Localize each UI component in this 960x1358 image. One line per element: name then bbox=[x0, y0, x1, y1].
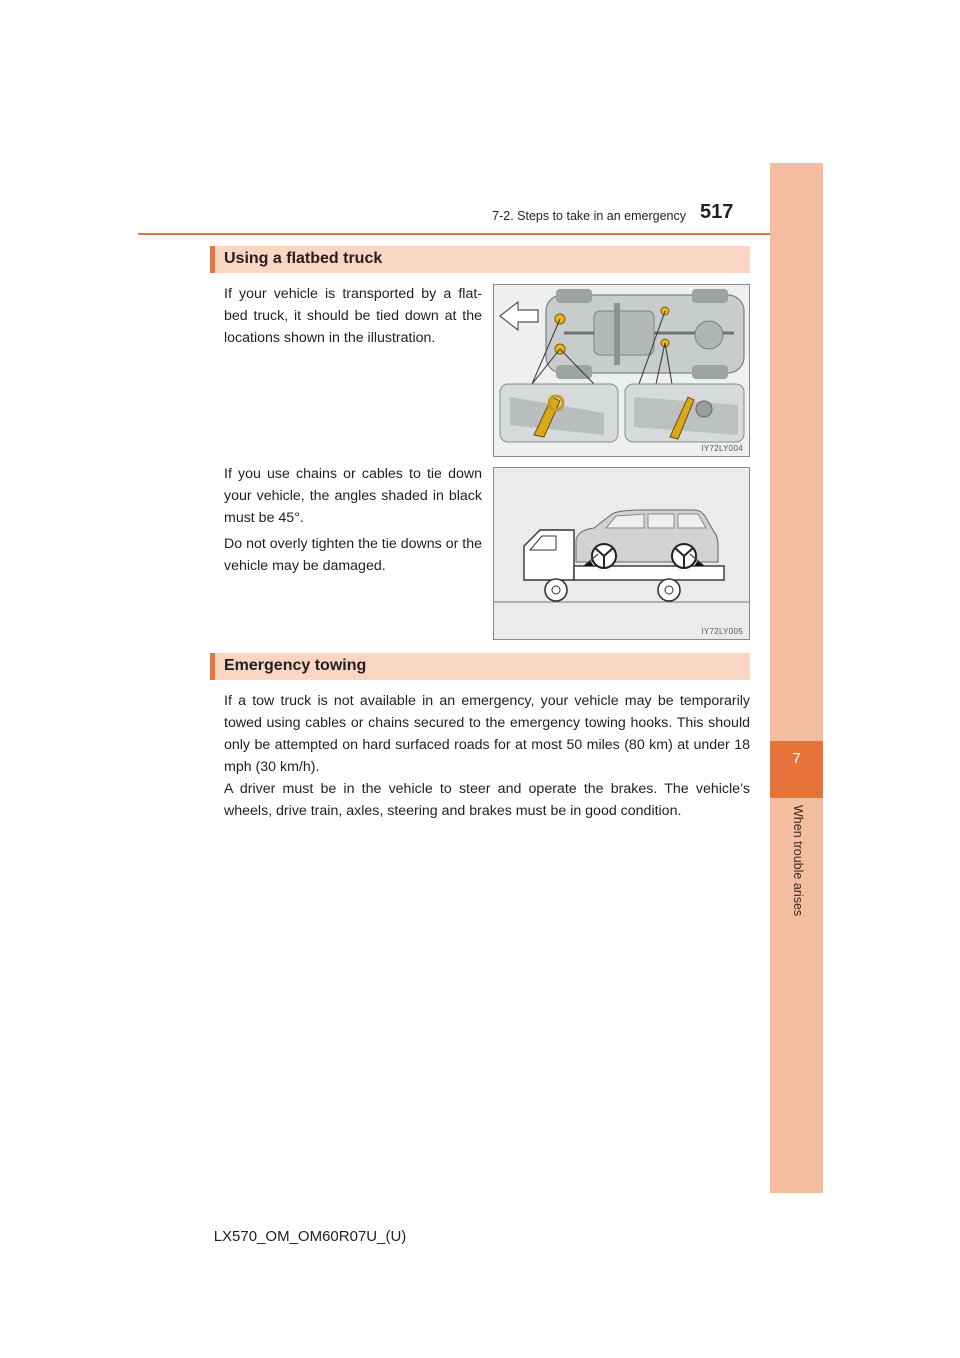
paragraph-flatbed-intro: If your vehicle is transported by a flat-bed truck, it should be tied down at the locations shown in the illustration. bbox=[224, 286, 482, 346]
paragraph-towing-conditions: If a tow truck is not available in an emergency, your vehicle may be temporarily towed using cables or chains secured to the emergency towing hooks. This should only be attempted on hard surfaced roads for at most 50 miles (80 km) at under 18 mph (30 km/h). bbox=[224, 693, 750, 775]
section-heading-emergency-towing bbox=[210, 653, 750, 680]
flatbed-truck-illustration bbox=[494, 468, 749, 639]
figure-flatbed-truck bbox=[493, 467, 750, 640]
paragraph-chain-angles: If you use chains or cables to tie down your vehicle, the angles shaded in black must be 45°. bbox=[224, 466, 482, 526]
page-number: 517 bbox=[700, 201, 734, 223]
underbody-illustration bbox=[494, 285, 749, 456]
figure-code: IY72LY005 bbox=[701, 627, 743, 636]
paragraph-driver-requirements: A driver must be in the vehicle to steer and operate the brakes. The vehicle’s wheels, drive train, axles, steering and brakes must be in good condition. bbox=[224, 781, 750, 819]
chapter-title: When trouble arises bbox=[791, 805, 805, 917]
section-heading-flatbed bbox=[210, 246, 750, 273]
paragraph-tightening-caution: Do not overly tighten the tie downs or the vehicle may be damaged. bbox=[224, 536, 482, 574]
chapter-side-tab bbox=[770, 163, 823, 1193]
section-heading-text: Emergency towing bbox=[224, 657, 367, 674]
running-header-section: 7-2. Steps to take in an emergency bbox=[492, 209, 686, 223]
chapter-number: 7 bbox=[792, 750, 801, 767]
figure-tie-down-locations bbox=[493, 284, 750, 457]
section-heading-text: Using a flatbed truck bbox=[224, 250, 383, 267]
header-rule bbox=[138, 233, 823, 235]
manual-code: LX570_OM_OM60R07U_(U) bbox=[213, 1228, 407, 1245]
figure-code: IY72LY004 bbox=[701, 444, 743, 453]
